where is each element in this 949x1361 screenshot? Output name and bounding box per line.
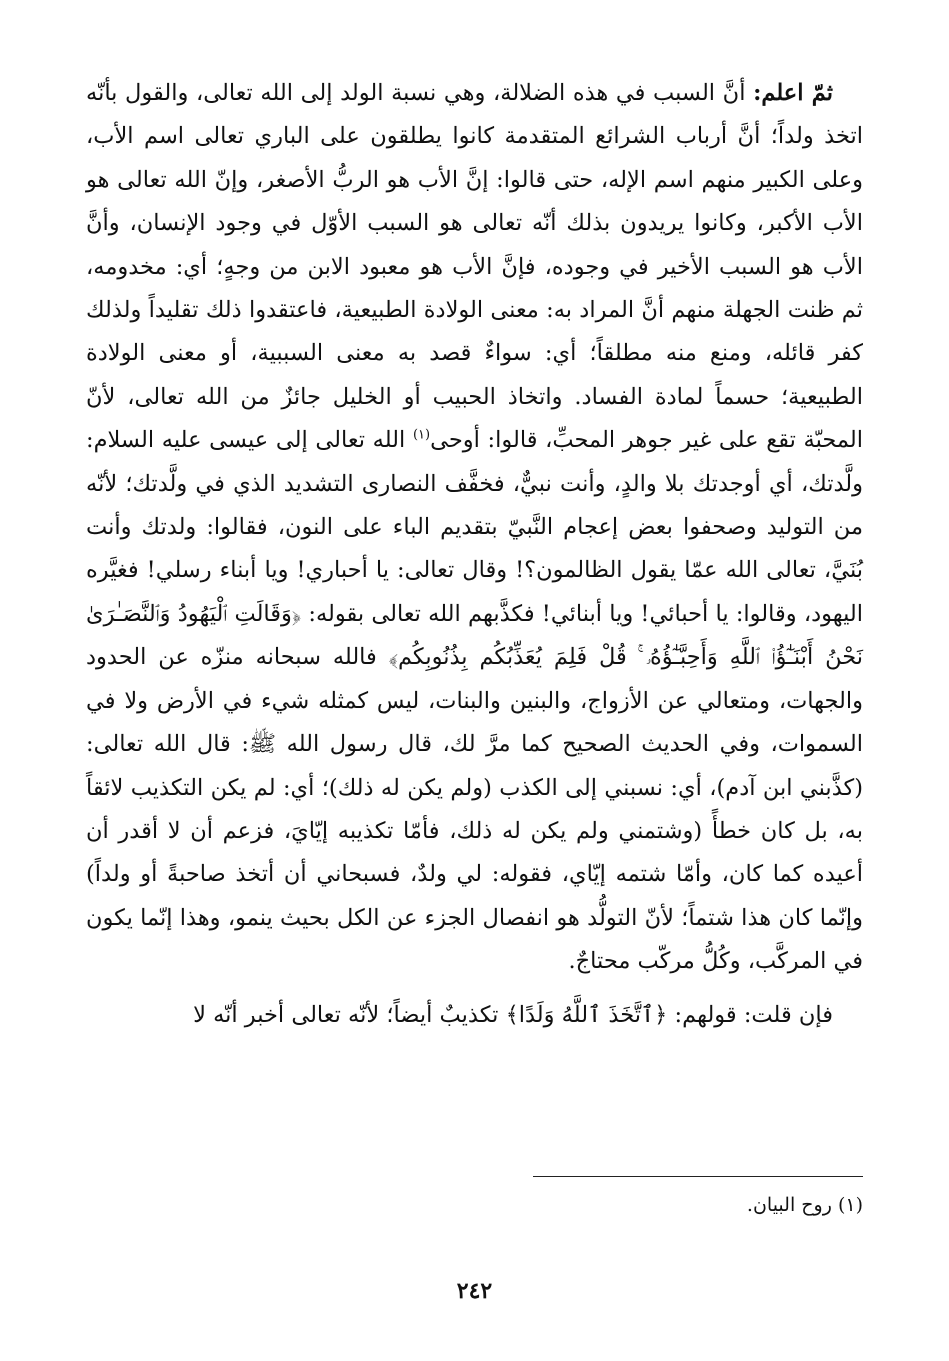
lead-phrase: ثمّ اعلم: bbox=[753, 80, 833, 106]
paragraph-2-text-a: فإن قلت: قولهم: bbox=[674, 1001, 833, 1028]
footnote bbox=[747, 1192, 863, 1218]
paragraph-1-text-a: أنَّ السبب في هذه الضلالة، وهي نسبة الولد إلى الله تعالى، والقول بأنّه اتخذ ولداً؛ أنَّ أرباب الشرائع المتقدمة كانوا يطلقون على الباري تعالى اسم الأب، وعلى الكبير منهم اسم الإله، حتى قالوا: إنَّ الأب هو الربُّ الأصغر، وإنّ الله تعالى هو الأب الأكبر، وكانوا يريدون بذلك أنّه تعالى هو السبب الأوّل في وجود الإنسان، وأنَّ الأب هو السبب الأخير في وجوده، فإنَّ الأب هو معبود الابن من وجهٍ؛ أي: مخدومه، ثم ظنت الجهلة منهم أنَّ المراد به: معنى الولادة الطبيعية، فاعتقدوا ذلك تقليداً ولذلك كفر قائله، ومنع منه مطلقاً؛ أي: سواءٌ قصد به معنى السببية، أو معنى الولادة الطبيعية؛ حسماً لمادة الفساد. واتخاذ الحبيب أو الخليل جائزٌ من الله تعالى، لأنّ المحبّة تقع على غير جوهر المحبِّ، قالوا: أوحى bbox=[86, 80, 864, 454]
paragraph-2 bbox=[86, 994, 863, 1037]
paragraph-1-text-c: فالله سبحانه منزّه عن الحدود والجهات، ومتعالي عن الأزواج، والبنين والبنات، ليس كمثله شيء في الأرض ولا في السموات، وفي الحديث الصحيح كما مرَّ لك، قال رسول الله ﷺ: قال الله تعالى: (كذَّبني ابن آدم)، أي: نسبني إلى الكذب (ولم يكن له ذلك)؛ أي: لم يكن التكذيب لائقاً به، بل كان خطأً (وشتمني ولم يكن له ذلك، فأمّا تكذيبه إيّايَ، فزعم أن لا أقدر أن أعيده كما كان، وأمّا شتمه إيّاي، فقوله: لي ولدٌ، فسبحاني أن أتخذ صاحبةً أو ولداً) وإنّما كان هذا شتماً؛ لأنّ التولُّد هو انفصال الجزء عن الكل بحيث ينمو، وهذا إنّما يكون في المركَّب، وكُلُّ مركّب محتاجٌ. bbox=[86, 644, 864, 975]
page-number: ٢٤٢ bbox=[456, 1278, 493, 1304]
document-page bbox=[86, 72, 864, 1304]
quran-quote-1: ﴿وَقَالَتِ ٱلْيَهُودُ وَٱلنَّصَـٰرَىٰ نَحْنُ أَبْنَـٰٓؤُا۟ ٱللَّهِ وَأَحِبَّـٰٓؤُهُۥ ۚ قُلْ فَلِمَ يُعَذِّبُكُم بِذُنُوبِكُم﴾ bbox=[86, 600, 863, 671]
paragraph-1 bbox=[86, 72, 863, 984]
footnote-reference: (١) bbox=[412, 427, 431, 443]
footnote-number: (١) bbox=[837, 1194, 863, 1216]
paragraph-2-text-b: تكذيبٌ أيضاً؛ لأنّه تعالى أخبر أنّه لا bbox=[193, 1001, 499, 1028]
quran-quote-2: ﴿ٱتَّخَذَ ٱللَّهُ وَلَدًا﴾ bbox=[505, 1001, 668, 1028]
footnote-text: روح البيان. bbox=[746, 1194, 832, 1216]
main-text-block bbox=[86, 72, 863, 1037]
footnote-divider bbox=[533, 1176, 863, 1177]
paragraph-1-text-b: الله تعالى إلى عيسى عليه السلام: ولَّدتك، أي أوجدتك بلا والدٍ، وأنت نبيٌّ، فخفَّف النصارى التشديد الذي في ولَّدتك؛ لأنّه من التوليد وصحفوا بعض إعجام النَّبيّ بتقديم الباء على النون، فقالوا: ولدتك وأنت بُنَيَّ، تعالى الله عمّا يقول الظالمون؟! وقال تعالى: يا أحباري! ويا أبناء رسلي! فغيَّره اليهود، وقالوا: يا أحبائي! ويا أبنائي! فكذَّبهم الله تعالى بقوله: bbox=[86, 427, 863, 627]
